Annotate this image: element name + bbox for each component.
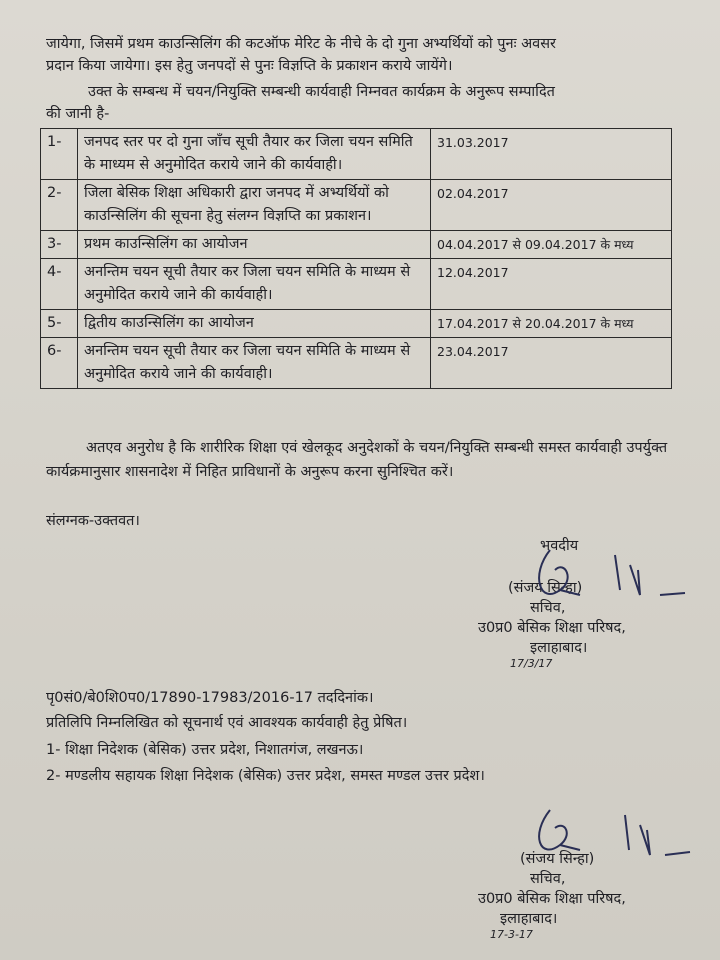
intro-line-4: की जानी है- [46,106,110,122]
signatory-name: (संजय सिन्हा) [508,580,583,596]
schedule-date: 17.04.2017 से 20.04.2017 के मध्य [431,310,672,338]
intro-line-1: जायेगा, जिसमें प्रथम काउन्सिलिंग की कटऑफ मेरिट के नीचे के दो गुना अभ्यर्थियों को पुनः अवसर [46,36,556,52]
schedule-task: प्रथम काउन्सिलिंग का आयोजन [78,231,431,259]
closing-paragraph [46,436,696,484]
schedule-row [41,180,672,231]
handwritten-date-1: 17/3/17 [510,657,553,670]
signature-scribble-1 [520,535,690,615]
handwritten-date-2: 17-3-17 [490,928,533,941]
schedule-number: 4- [41,259,78,310]
schedule-date: 04.04.2017 से 09.04.2017 के मध्य [431,231,672,259]
salutation: भवदीय [540,538,579,554]
schedule-number: 6- [41,338,78,389]
schedule-task: द्वितीय काउन्सिलिंग का आयोजन [78,310,431,338]
schedule-date: 02.04.2017 [431,180,672,231]
schedule-row [41,259,672,310]
signatory-office-2: उ0प्र0 बेसिक शिक्षा परिषद, [478,891,626,907]
intro-line-3: उक्त के सम्बन्ध में चयन/नियुक्ति सम्बन्धी कार्यवाही निम्नवत कार्यक्रम के अनुरूप सम्पादित [88,84,555,100]
schedule-number: 3- [41,231,78,259]
schedule-task: जिला बेसिक शिक्षा अधिकारी द्वारा जनपद में अभ्यर्थियों को काउन्सिलिंग की सूचना हेतु संलग्न विज्ञप्ति का प्रकाशन। [78,180,431,231]
schedule-number: 1- [41,129,78,180]
schedule-row [41,129,672,180]
schedule-table [40,128,672,389]
intro-line-2: प्रदान किया जायेगा। इस हेतु जनपदों से पुनः विज्ञप्ति के प्रकाशन कराये जायेंगे। [46,58,453,74]
copy-recipient-1: 1- शिक्षा निदेशक (बेसिक) उत्तर प्रदेश, निशातगंज, लखनऊ। [46,742,364,758]
schedule-row [41,231,672,259]
signatory-designation: सचिव, [530,600,566,616]
signatory-city: इलाहाबाद। [530,640,588,656]
signatory-name-2: (संजय सिन्हा) [520,851,595,867]
copy-note: प्रतिलिपि निम्नलिखित को सूचनार्थ एवं आवश्यक कार्यवाही हेतु प्रेषित। [46,715,408,731]
closing-text: अतएव अनुरोध है कि शारीरिक शिक्षा एवं खेलकूद अनुदेशकों के चयन/नियुक्ति सम्बन्धी समस्त कार्यवाही उपर्युक्त कार्यक्रमानुसार शासनादेश में निहित प्राविधानों के अनुरूप करना सुनिश्चित करें। [46,440,668,480]
signatory-office: उ0प्र0 बेसिक शिक्षा परिषद, [478,620,626,636]
schedule-date: 23.04.2017 [431,338,672,389]
schedule-number: 5- [41,310,78,338]
schedule-date: 31.03.2017 [431,129,672,180]
signature-scribble-2 [525,800,695,870]
enclosure-note: संलग्नक-उक्तवत। [46,513,140,529]
schedule-task: जनपद स्तर पर दो गुना जाँच सूची तैयार कर जिला चयन समिति के माध्यम से अनुमोदित कराये जाने की कार्यवाही। [78,129,431,180]
schedule-task: अनन्तिम चयन सूची तैयार कर जिला चयन समिति के माध्यम से अनुमोदित कराये जाने की कार्यवाही। [78,338,431,389]
schedule-row [41,338,672,389]
signatory-designation-2: सचिव, [530,871,566,887]
reference-number: पृ0सं0/बे0शि0प0/17890-17983/2016-17 तददिनांक। [46,690,374,706]
copy-recipient-2: 2- मण्डलीय सहायक शिक्षा निदेशक (बेसिक) उत्तर प्रदेश, समस्त मण्डल उत्तर प्रदेश। [46,768,485,784]
signatory-city-2: इलाहाबाद। [500,911,558,927]
schedule-task: अनन्तिम चयन सूची तैयार कर जिला चयन समिति के माध्यम से अनुमोदित कराये जाने की कार्यवाही। [78,259,431,310]
schedule-number: 2- [41,180,78,231]
schedule-date: 12.04.2017 [431,259,672,310]
schedule-row [41,310,672,338]
